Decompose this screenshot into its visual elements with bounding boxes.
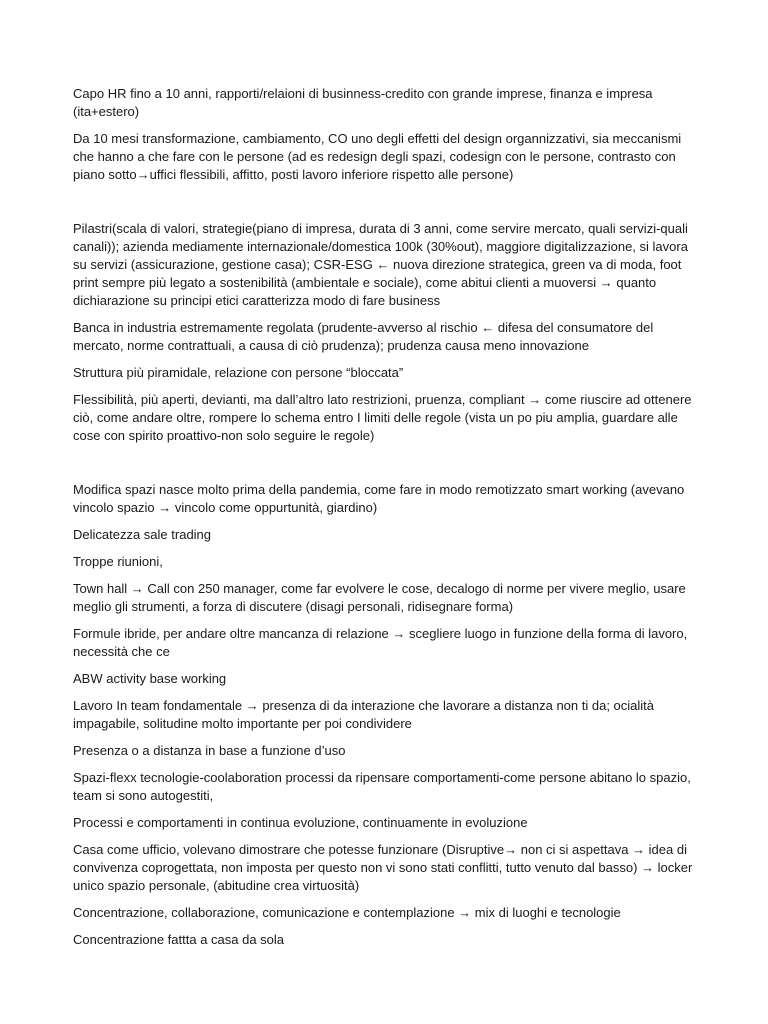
paragraph-meetings: Troppe riunioni, <box>73 554 163 569</box>
document-body <box>73 85 705 958</box>
paragraph-hr-background: Capo HR fino a 10 anni, rapporti/relaioni di businness-credito con grande imprese, finanza e impresa (ita+estero) <box>73 86 653 119</box>
paragraph-home-office: Casa come ufficio, volevano dimostrare che potesse funzionare (Disruptive→ non ci si aspettava → idea di convivenza coprogettata, non imposta per questo non vi sono stati conflitti, tutto venuto dal basso) → locker unico spazio personale, (abitudine crea virtuosità) <box>73 842 693 893</box>
paragraph-spacer <box>73 454 705 481</box>
paragraph-flex-spaces: Spazi-flexx tecnologie-coolaboration processi da ripensare comportamenti-come persone abitano lo spazio, team si sono autogestiti, <box>73 770 691 803</box>
paragraph-processes: Processi e comportamenti in continua evoluzione, continuamente in evoluzione <box>73 815 528 830</box>
paragraph-teamwork: Lavoro In team fondamentale → presenza di da interazione che lavorare a distanza non ti da; ocialità impagabile, solitudine molto importante per poi condividere <box>73 698 655 731</box>
paragraph-abw: ABW activity base working <box>73 671 227 686</box>
paragraph-space-changes: Modifica spazi nasce molto prima della pandemia, come fare in modo remotizzato smart working (avevano vincolo spazio → vincolo come oppurtunità, giardino) <box>73 482 685 515</box>
paragraph-flexibility: Flessibilità, più aperti, devianti, ma dall’altro lato restrizioni, pruenza, compliant → come riuscire ad ottenere ciò, come andare oltre, rompere lo schema entro I limiti delle regole (vista un po piu amplia, guardare alle cose con spirito proattivo-non solo seguire le regole) <box>73 392 692 443</box>
paragraph-bank-regulation: Banca in industria estremamente regolata (prudente-avverso al rischio ← difesa del consumatore del mercato, norme contrattuali, a causa di ciò prudenza); prudenza causa meno innovazione <box>73 320 654 353</box>
paragraph-concentration-home: Concentrazione fattta a casa da sola <box>73 932 285 947</box>
paragraph-spacer <box>73 193 705 220</box>
paragraph-town-hall: Town hall → Call con 250 manager, come far evolvere le cose, decalogo di norme per vivere meglio, usare meglio gli strumenti, a forza di discutere (disagi personali, ridisegnare forma) <box>73 581 686 614</box>
paragraph-transformation: Da 10 mesi transformazione, cambiamento, CO uno degli effetti del design organnizzativi, sia meccanismi che hanno a che fare con le persone (ad es redesign degli spazi, codesign con le persone, contrasto con piano sotto→uffici flessibili, affitto, posti lavoro inferiore rispetto alle persone) <box>73 131 682 182</box>
paragraph-pyramid-structure: Struttura più piramidale, relazione con persone “bloccata” <box>73 365 404 380</box>
paragraph-concentration-mix: Concentrazione, collaborazione, comunicazione e contemplazione → mix di luoghi e tecnologie <box>73 905 621 920</box>
paragraph-trading-rooms: Delicatezza sale trading <box>73 527 212 542</box>
paragraph-hybrid: Formule ibride, per andare oltre mancanza di relazione → scegliere luogo in funzione della forma di lavoro, necessità che ce <box>73 626 688 659</box>
paragraph-presence: Presenza o a distanza in base a funzione d’uso <box>73 743 346 758</box>
paragraph-pillars: Pilastri(scala di valori, strategie(piano di impresa, durata di 3 anni, come servire mercato, quali servizi-quali canali)); azienda mediamente internazionale/domestica 100k (30%out), maggiore digitalizzazione, si lavora su servizi (assicurazione, gestione casa); CSR-ESG ← nuova direzione strategica, green va di moda, foot print sempre più legato a sostenibilità (ambientale e sociale), come abitui clienti a muoversi → quanto dichiarazione su principi etici caratterizza modo di fare business <box>73 221 688 308</box>
